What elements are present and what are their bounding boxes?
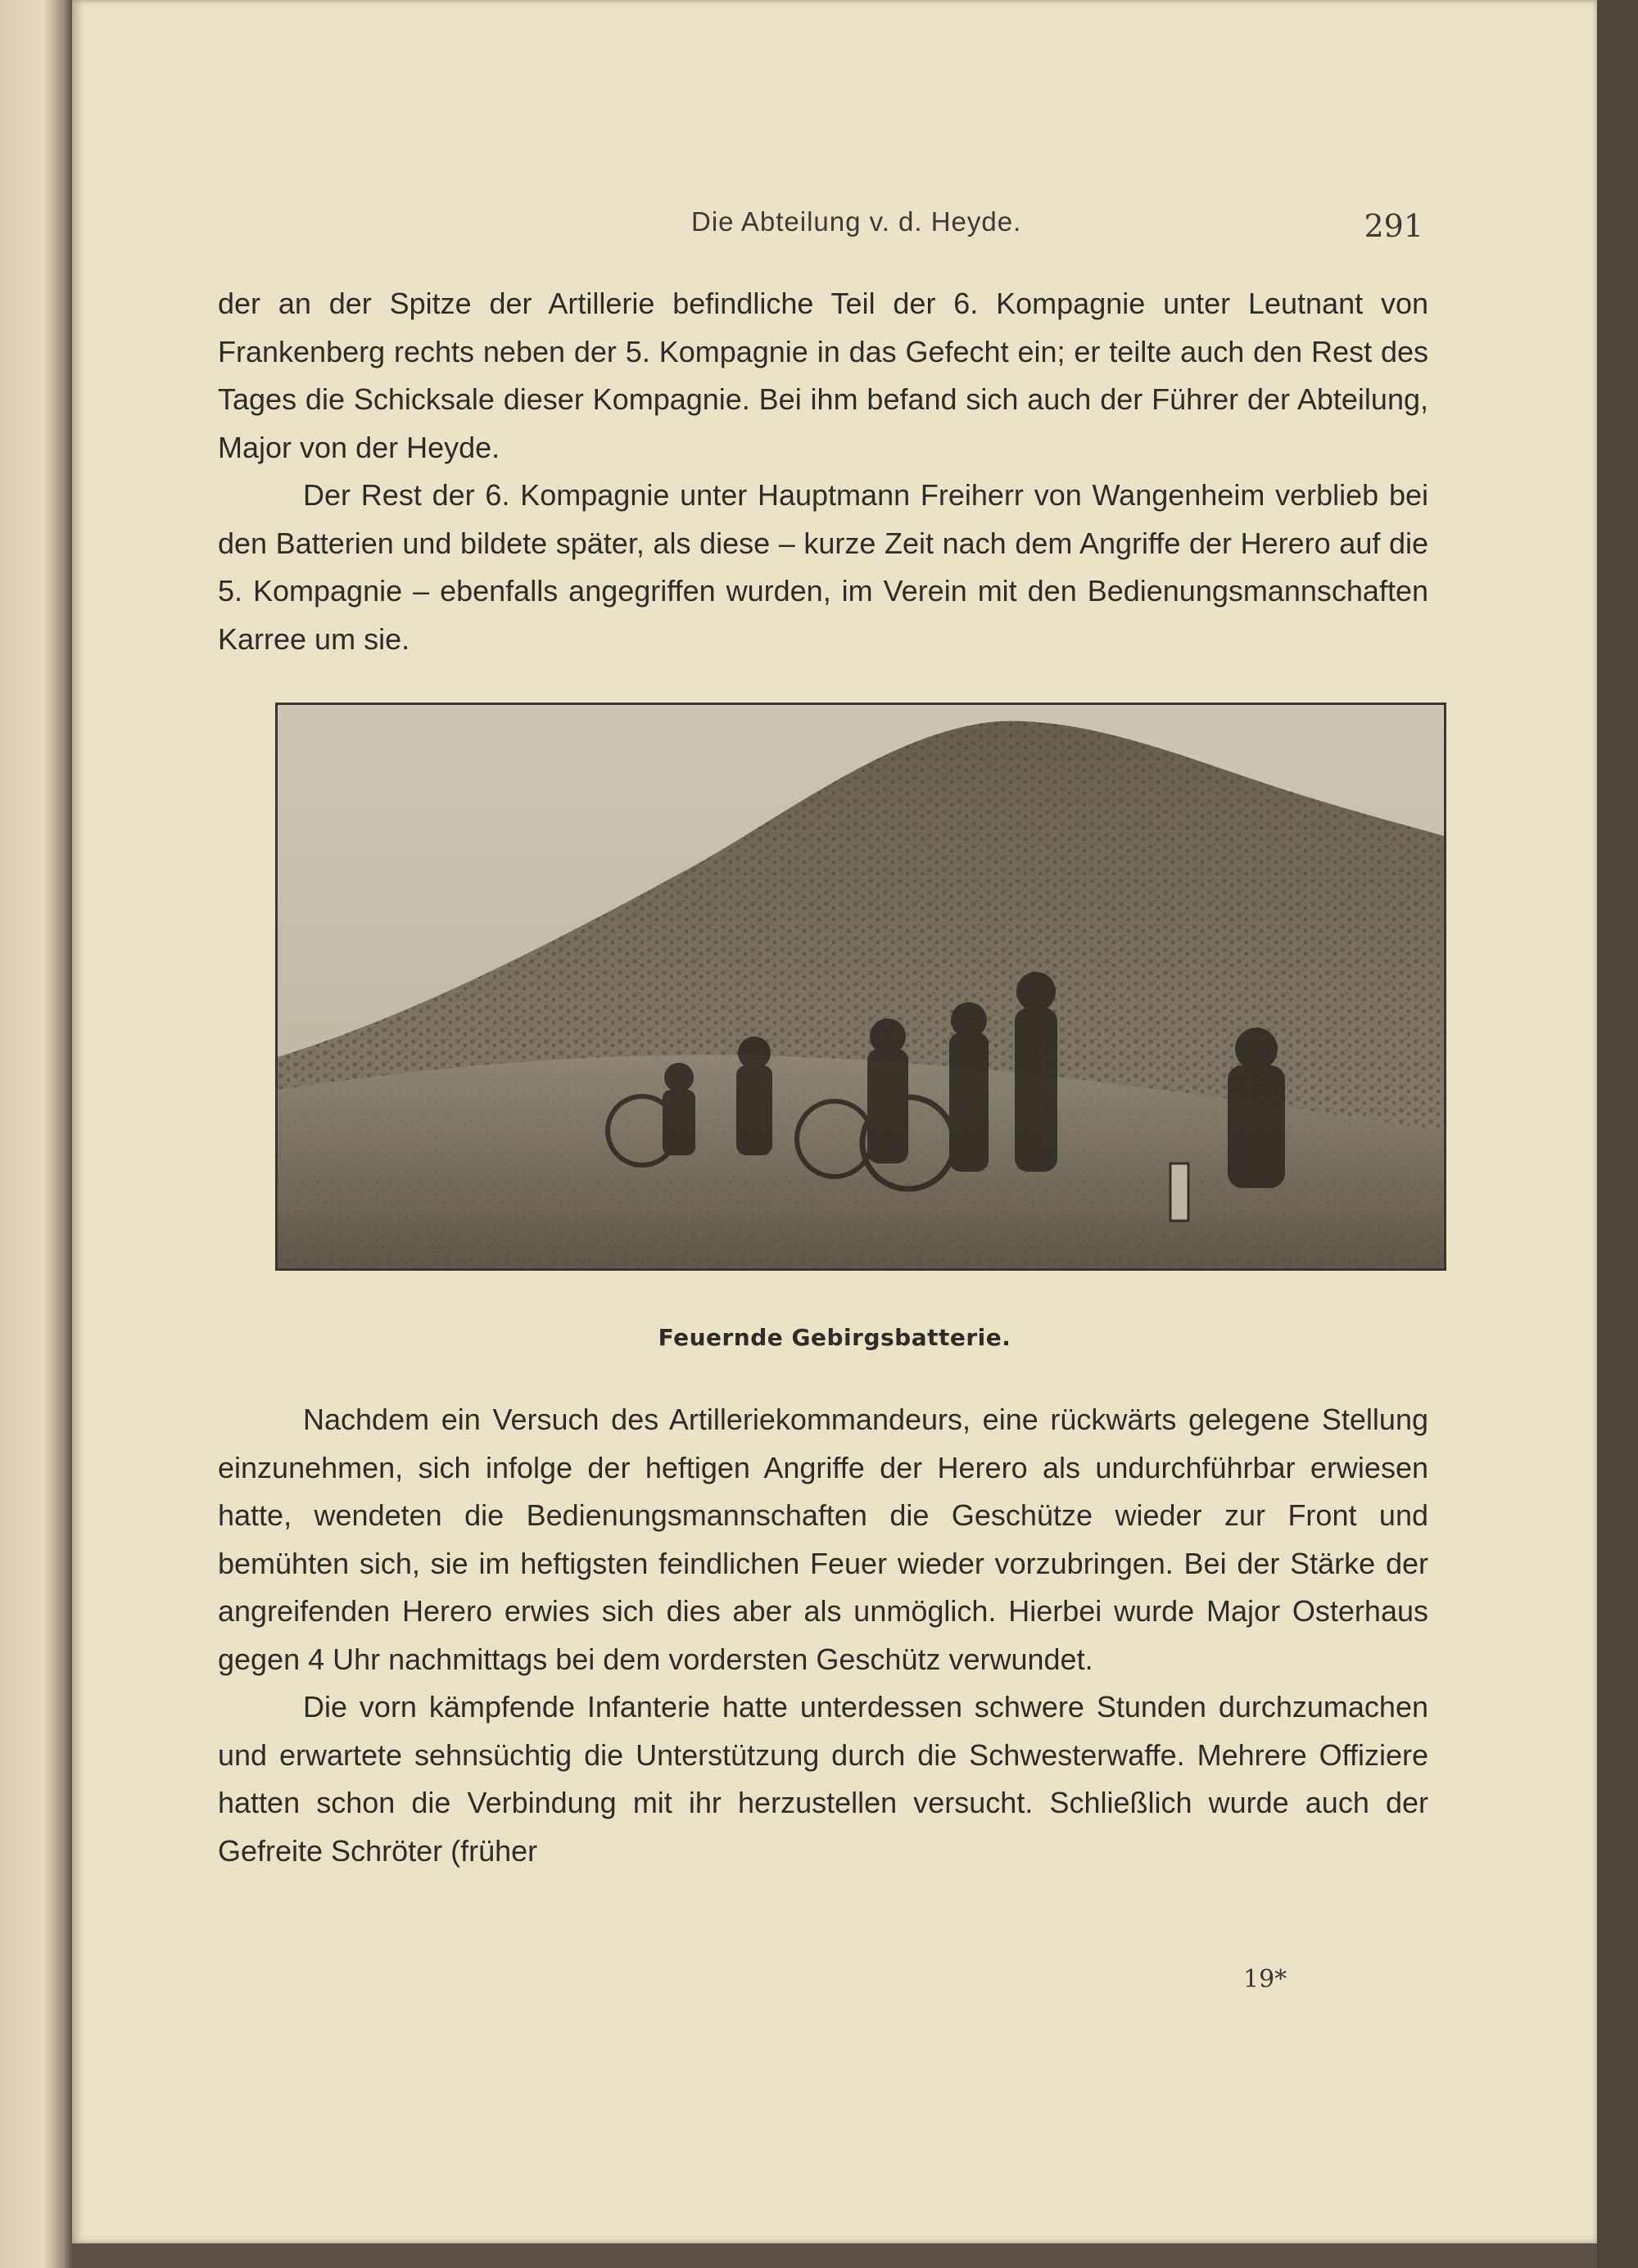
paragraph: Die vorn kämpfende Infanterie hatte unterdessen schwere Stunden durchzumachen und erwartete sehnsüchtig die Unterstützung durch die Schwesterwaffe. Mehrere Offiziere hatten schon die Verbindung mit ihr herzustellen versucht. Schließlich wurde auch der Gefreite Schröter (früher bbox=[218, 1690, 1428, 1868]
paragraph: Der Rest der 6. Kompagnie unter Hauptmann Freiherr von Wangenheim verblieb bei den Batterien und bildete später, als diese – kurze Zeit nach dem Angriffe der Herero auf die 5. Kompagnie – ebenfalls angegriffen wurden, im Verein mit den Bedienungsmannschaften Karree um sie. bbox=[218, 478, 1428, 656]
page-number: 291 bbox=[1364, 208, 1423, 244]
book-spine bbox=[0, 0, 72, 2268]
page-header bbox=[621, 206, 1423, 247]
scan-background-right bbox=[1597, 0, 1638, 2268]
photo-illustration bbox=[278, 705, 1444, 1268]
running-head: Die Abteilung v. d. Heyde. bbox=[691, 206, 1022, 237]
scan-background-bottom bbox=[72, 2243, 1597, 2268]
body-text-top bbox=[218, 280, 1428, 663]
page bbox=[72, 0, 1597, 2243]
paragraph: der an der Spitze der Artillerie befindliche Teil der 6. Kompagnie unter Leutnant von Frankenberg rechts neben der 5. Kompagnie in das Gefecht ein; er teilte auch den Rest des Tages die Schicksale dieser Kompagnie. Bei ihm befand sich auch der Führer der Abteilung, Major von der Heyde. bbox=[218, 287, 1428, 464]
photograph-mountain-battery bbox=[275, 703, 1446, 1271]
paragraph: Nachdem ein Versuch des Artilleriekommandeurs, eine rückwärts gelegene Stellung einzunehmen, sich infolge der heftigen Angriffe der Herero als undurchführbar erwiesen hatte, wendeten die Bedienungsmannschaften die Geschütze wieder zur Front und bemühten sich, sie im heftigsten feindlichen Feuer wieder vorzubringen. Bei der Stärke der angreifenden Herero erwies sich dies aber als unmöglich. Hierbei wurde Major Osterhaus gegen 4 Uhr nachmittags bei dem vordersten Geschütz verwundet. bbox=[218, 1403, 1428, 1676]
figure-caption: Feuernde Gebirgsbatterie. bbox=[658, 1324, 1011, 1351]
body-text-bottom bbox=[218, 1396, 1428, 1875]
signature-mark: 19* bbox=[1243, 1965, 1287, 1994]
